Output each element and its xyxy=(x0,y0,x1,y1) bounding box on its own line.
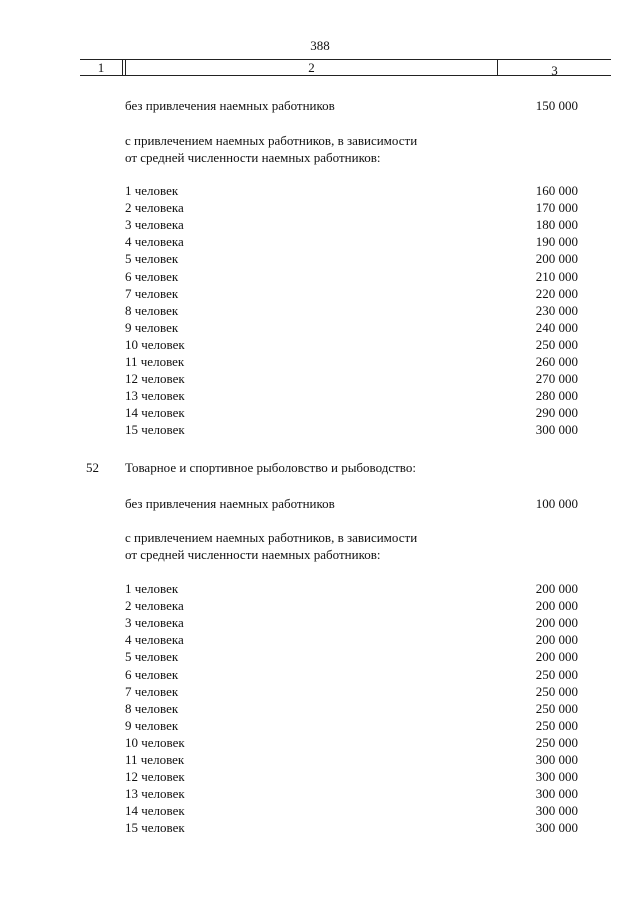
row-label: 6 человек xyxy=(125,666,179,682)
list-item xyxy=(0,182,640,199)
list-item xyxy=(0,199,640,216)
list-item xyxy=(0,614,640,631)
list-item xyxy=(0,802,640,819)
row-value: 250 000 xyxy=(535,683,578,699)
row-value: 180 000 xyxy=(535,217,578,233)
row-label: 7 человек xyxy=(125,683,179,699)
with-employees-heading-line1 xyxy=(0,132,640,149)
row-value: 150 000 xyxy=(535,98,578,113)
row-value: 280 000 xyxy=(535,388,578,404)
row-value: 200 000 xyxy=(535,251,578,267)
row-value: 200 000 xyxy=(535,581,578,596)
list-item xyxy=(0,751,640,768)
row-label: без привлечения наемных работников xyxy=(125,496,335,511)
row-label: 3 человека xyxy=(125,615,184,631)
list-item xyxy=(0,700,640,717)
row-label: 15 человек xyxy=(125,820,185,836)
row-label: с привлечением наемных работников, в зависимости xyxy=(125,530,418,545)
row-label: 8 человек xyxy=(125,700,179,716)
row-value: 170 000 xyxy=(535,200,578,216)
row-value: 200 000 xyxy=(535,649,578,665)
list-item xyxy=(0,631,640,648)
row-label: от средней численности наемных работников: xyxy=(125,150,381,165)
list-item xyxy=(0,216,640,233)
list-item xyxy=(0,648,640,665)
table-column-header xyxy=(80,59,611,76)
row-value: 200 000 xyxy=(535,598,578,614)
row-label: с привлечением наемных работников, в зависимости xyxy=(125,133,418,148)
without-employees-row xyxy=(0,495,640,512)
row-value: 260 000 xyxy=(535,354,578,369)
row-label: 7 человек xyxy=(125,285,179,301)
row-value: 300 000 xyxy=(535,820,578,836)
list-item xyxy=(0,336,640,353)
row-value: 160 000 xyxy=(535,183,578,198)
row-label: 5 человек xyxy=(125,251,179,267)
list-item xyxy=(0,421,640,438)
row-value: 300 000 xyxy=(535,803,578,819)
page-number: 388 xyxy=(310,38,330,53)
list-item xyxy=(0,819,640,836)
row-value: 270 000 xyxy=(535,371,578,387)
row-value: 250 000 xyxy=(535,336,578,352)
row-label: без привлечения наемных работников xyxy=(125,98,335,113)
row-label: 13 человек xyxy=(125,388,185,404)
row-label: 4 человека xyxy=(125,234,184,250)
list-item xyxy=(0,387,640,404)
list-item xyxy=(0,768,640,785)
list-item xyxy=(0,734,640,751)
row-value: 240 000 xyxy=(535,319,578,335)
row-value: 200 000 xyxy=(535,615,578,631)
without-employees-row xyxy=(0,97,640,114)
list-item xyxy=(0,319,640,336)
list-item xyxy=(0,666,640,683)
row-value: 300 000 xyxy=(535,786,578,802)
list-item xyxy=(0,250,640,267)
row-value: 250 000 xyxy=(535,666,578,682)
row-label: 11 человек xyxy=(125,752,185,767)
column-2-header: 2 xyxy=(126,60,498,75)
list-item xyxy=(0,268,640,285)
row-value: 220 000 xyxy=(535,285,578,301)
row-value: 250 000 xyxy=(535,700,578,716)
row-label: 2 человека xyxy=(125,200,184,216)
row-label: 3 человека xyxy=(125,217,184,233)
section-number: 52 xyxy=(86,460,99,475)
list-item xyxy=(0,580,640,597)
list-item xyxy=(0,302,640,319)
row-label: 14 человек xyxy=(125,803,185,819)
row-label: 9 человек xyxy=(125,319,179,335)
row-value: 100 000 xyxy=(535,496,578,511)
with-employees-heading-line1 xyxy=(0,529,640,546)
section-title: Товарное и спортивное рыболовство и рыбоводство: xyxy=(125,460,416,475)
row-value: 300 000 xyxy=(535,422,578,438)
list-item xyxy=(0,717,640,734)
row-label: 2 человека xyxy=(125,598,184,614)
section-52-title-row xyxy=(0,459,640,476)
row-label: 8 человек xyxy=(125,302,179,318)
list-item xyxy=(0,785,640,802)
row-value: 230 000 xyxy=(535,302,578,318)
row-label: 14 человек xyxy=(125,405,185,421)
row-label: 5 человек xyxy=(125,649,179,665)
with-employees-heading-line2 xyxy=(0,149,640,166)
row-label: 1 человек xyxy=(125,581,179,596)
row-label: 11 человек xyxy=(125,354,185,369)
list-item xyxy=(0,683,640,700)
row-label: 12 человек xyxy=(125,769,185,785)
column-1-header: 1 xyxy=(80,60,123,75)
row-label: 4 человека xyxy=(125,632,184,648)
row-value: 210 000 xyxy=(535,268,578,284)
column-3-header: 3 xyxy=(551,63,558,78)
row-value: 250 000 xyxy=(535,717,578,733)
row-value: 300 000 xyxy=(535,769,578,785)
row-label: 9 человек xyxy=(125,717,179,733)
row-label: 6 человек xyxy=(125,268,179,284)
row-value: 300 000 xyxy=(535,752,578,767)
with-employees-heading-line2 xyxy=(0,546,640,563)
row-label: от средней численности наемных работников: xyxy=(125,547,381,562)
row-label: 1 человек xyxy=(125,183,179,198)
list-item xyxy=(0,285,640,302)
list-item xyxy=(0,370,640,387)
list-item xyxy=(0,597,640,614)
row-value: 200 000 xyxy=(535,632,578,648)
row-value: 190 000 xyxy=(535,234,578,250)
row-value: 290 000 xyxy=(535,405,578,421)
row-label: 12 человек xyxy=(125,371,185,387)
row-label: 13 человек xyxy=(125,786,185,802)
list-item xyxy=(0,233,640,250)
list-item xyxy=(0,404,640,421)
row-label: 10 человек xyxy=(125,336,185,352)
list-item xyxy=(0,353,640,370)
row-label: 10 человек xyxy=(125,734,185,750)
row-label: 15 человек xyxy=(125,422,185,438)
row-value: 250 000 xyxy=(535,734,578,750)
